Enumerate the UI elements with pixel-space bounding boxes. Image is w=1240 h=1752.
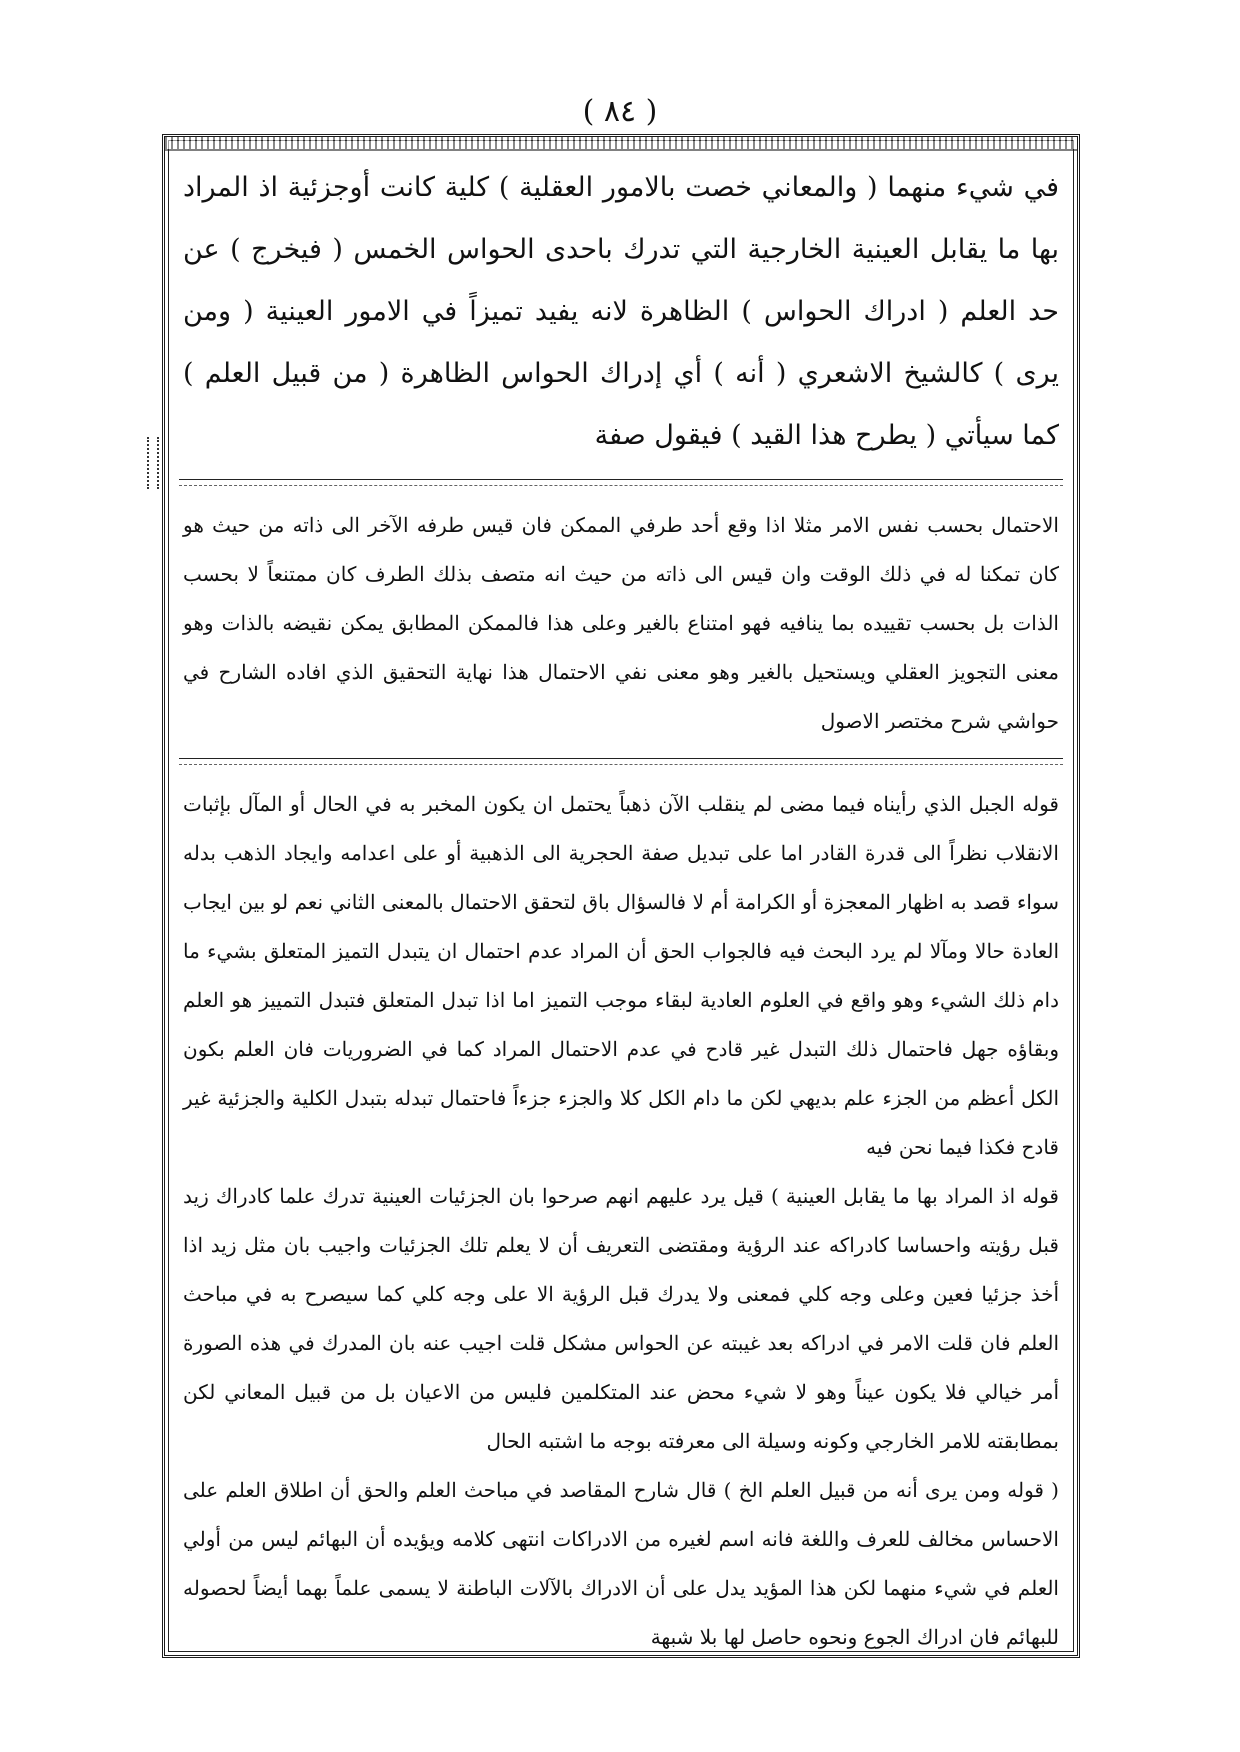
taqrir-section bbox=[179, 780, 1063, 1662]
taqrir-paragraph-3: ( قوله ومن يرى أنه من قبيل العلم الخ ) قال شارح المقاصد في مباحث العلم والحق أن اطلاق العلم على الاحساس مخالف للعرف واللغة فانه اسم لغيره من الادراكات انتهى كلامه ويؤيده أن البهائم ليس من أولي العلم في شيء منهما لكن هذا المؤيد يدل على أن الادراك بالآلات الباطنة لا يسمى علماً بهما أيضاً لحصوله للبهائم فان ادراك الجوع ونحوه حاصل لها بلا شبهة bbox=[183, 1478, 1059, 1649]
matn-section bbox=[179, 157, 1063, 467]
section-divider-2 bbox=[179, 752, 1063, 774]
taqrir-paragraph-1: قوله الجبل الذي رأيناه فيما مضى لم ينقلب الآن ذهباً يحتمل ان يكون المخبر به في الحال أو المآل بإثبات الانقلاب نظراً الى قدرة القادر اما على تبديل صفة الحجرية الى الذهبية أو على اعدامه وايجاد الذهب بدله سواء قصد به اظهار المعجزة أو الكرامة أم لا فالسؤال باق لتحقق الاحتمال بالمعنى الثاني نعم لو بين ايجاب العادة حالا ومآلا لم يرد البحث فيه فالجواب الحق أن المراد عدم احتمال ان يتبدل التميز المتعلق بشيء ما دام ذلك الشيء وهو واقع في العلوم العادية لبقاء موجب التميز اما اذا تبدل المتعلق فتبدل التمييز هو العلم وبقاؤه جهل فاحتمال ذلك التبدل غير قادح في عدم الاحتمال المراد كما في الضروريات فان العلم بكون الكل أعظم من الجزء علم بديهي لكن ما دام الكل كلا والجزء جزءاً فاحتمال تبدله بتبدل الكلية والجزئية غير قادح فكذا فيما نحن فيه bbox=[183, 792, 1059, 1159]
section-divider-1 bbox=[179, 473, 1063, 495]
margin-mark bbox=[147, 437, 159, 489]
hashiya-section bbox=[179, 501, 1063, 746]
matn-text: في شيء منهما ( والمعاني خصت بالامور العقلية ) كلية كانت أوجزئية اذ المراد بها ما يقابل العينية الخارجية التي تدرك باحدى الحواس الخمس ( فيخرج ) عن حد العلم ( ادراك الحواس ) الظاهرة لانه يفيد تميزاً في الامور العينية ( ومن يرى ) كالشيخ الاشعري ( أنه ) أي إدراك الحواس الظاهرة ( من قبيل العلم ) كما سيأتي ( يطرح هذا القيد ) فيقول صفة bbox=[183, 172, 1059, 451]
page-number: ( ٨٤ ) bbox=[582, 94, 658, 129]
page-content bbox=[179, 157, 1063, 1649]
taqrir-paragraph-2: قوله اذ المراد بها ما يقابل العينية ) قيل يرد عليهم انهم صرحوا بان الجزئيات العينية تدرك علما كادراك زيد قبل رؤيته واحساسا كادراكه عند الرؤية ومقتضى التعريف أن لا يعلم تلك الجزئيات واجيب بان مثل زيد اذا أخذ جزئيا فعين وعلى وجه كلي فمعنى ولا يدرك قبل الرؤية الا على وجه كلي كما سيصرح به في مباحث العلم فان قلت الامر في ادراكه بعد غيبته عن الحواس مشكل قلت اجيب عنه بان المدرك في هذه الصورة أمر خيالي فلا يكون عيناً وهو لا شيء محض عند المتكلمين فليس من الاعيان بل من قبيل المعاني لكن بمطابقته للامر الخارجي وكونه وسيلة الى معرفته بوجه ما اشتبه الحال bbox=[183, 1184, 1059, 1453]
frame-ornament-band bbox=[165, 137, 1077, 151]
page-frame bbox=[162, 134, 1080, 1658]
hashiya-text: الاحتمال بحسب نفس الامر مثلا اذا وقع أحد طرفي الممكن فان قيس طرفه الآخر الى ذاته من حيث هو كان تمكنا له في ذلك الوقت وان قيس الى ذاته من حيث انه متصف بذلك الطرف كان ممتنعاً لا بحسب الذات بل بحسب تقييده بما ينافيه فهو امتناع بالغير وعلى هذا فالممكن المطابق يمكن نقيضه بالذات وهو معنى التجويز العقلي ويستحيل بالغير وهو معنى نفي الاحتمال هذا نهاية التحقيق الذي افاده الشارح في حواشي شرح مختصر الاصول bbox=[183, 513, 1059, 733]
